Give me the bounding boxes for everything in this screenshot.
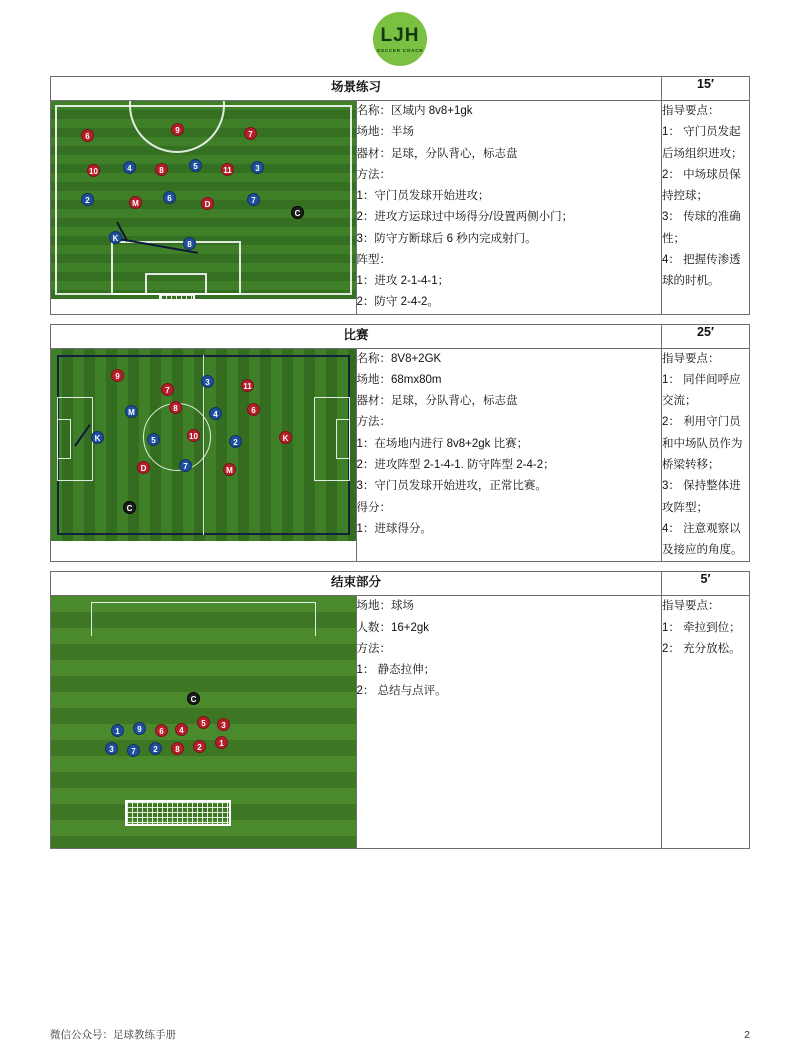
- detail-line: 3：守门员发球开始进攻，正常比赛。: [356, 480, 547, 493]
- player-token: 10: [87, 164, 100, 177]
- detail-line: 2：防守 2-4-2。: [356, 296, 439, 309]
- footer-note: 微信公众号：足球教练手册: [50, 1029, 176, 1041]
- player-token: K: [279, 431, 292, 444]
- player-token: M: [125, 405, 138, 418]
- coach-point: 2： 利用守门员和中场队员作为桥梁转移；: [662, 416, 743, 471]
- section-title: 场景练习: [51, 77, 662, 101]
- detail-line: 名称：8V8+2GK: [356, 352, 442, 365]
- detail-line: 器材：足球，分队背心，标志盘: [356, 395, 518, 408]
- section-details-end: [356, 596, 662, 849]
- coach-point: 1： 牵拉到位；: [662, 621, 741, 634]
- player-token: 6: [155, 724, 168, 737]
- player-token: C: [291, 206, 304, 219]
- pitch-diagram-scenario: [51, 101, 357, 315]
- coach-point: 1： 守门员发起后场组织进攻；: [662, 126, 743, 160]
- section-details-scenario: [356, 101, 662, 315]
- detail-line: 3：防守方断球后 6 秒内完成射门。: [356, 232, 537, 245]
- section-details-match: [356, 348, 662, 562]
- section-gap: [0, 562, 800, 571]
- player-token: 6: [163, 191, 176, 204]
- player-token: 5: [189, 159, 202, 172]
- detail-line: 场地：球场: [356, 600, 414, 613]
- coach-point: 2： 充分放松。: [662, 642, 741, 655]
- player-token: 7: [127, 744, 140, 757]
- detail-line: 方法：: [356, 168, 391, 181]
- player-token: K: [91, 431, 104, 444]
- section-body-row: [51, 348, 750, 562]
- section-header-row: [51, 324, 750, 348]
- detail-line: 方法：: [356, 642, 391, 655]
- coach-point: 3： 传球的准确性；: [662, 211, 741, 245]
- detail-line: 2：进攻方运球过中场得分/设置两侧小门；: [356, 211, 574, 224]
- player-token: 7: [161, 383, 174, 396]
- player-token: 4: [209, 407, 222, 420]
- pitch-diagram-end: [51, 596, 357, 849]
- section-duration: 25′: [662, 324, 750, 348]
- goal-area-right: [336, 419, 350, 459]
- section-body-row: [51, 596, 750, 849]
- player-token: 2: [149, 742, 162, 755]
- player-token: 4: [123, 161, 136, 174]
- goal-net: [159, 293, 195, 299]
- coach-point: 1： 同伴间呼应交流；: [662, 373, 741, 408]
- player-token: M: [223, 463, 236, 476]
- detail-line: 1：守门员发球开始进攻；: [356, 190, 490, 203]
- section-gap: [0, 315, 800, 324]
- player-token: M: [129, 196, 142, 209]
- goal-area-left: [57, 419, 71, 459]
- player-token: 7: [179, 459, 192, 472]
- detail-line: 2： 总结与点评。: [356, 685, 447, 698]
- coach-title: 指导要点：: [662, 600, 720, 613]
- far-penalty-area: [91, 602, 316, 636]
- coach-title: 指导要点：: [662, 352, 720, 365]
- pitch-graphic: [51, 596, 356, 848]
- player-token: 1: [111, 724, 124, 737]
- coach-point: 4： 把握传渗透球的时机。: [662, 253, 741, 288]
- player-token: 3: [251, 161, 264, 174]
- player-token: 9: [111, 369, 124, 382]
- page-footer: [50, 1027, 750, 1042]
- detail-line: 1：进攻 2-1-4-1；: [356, 275, 450, 288]
- detail-line: 方法：: [356, 416, 391, 429]
- player-token: C: [123, 501, 136, 514]
- pitch-graphic: [51, 349, 356, 541]
- player-token: 1: [215, 736, 228, 749]
- detail-line: 人数：16+2gk: [356, 621, 430, 634]
- player-token: 6: [247, 403, 260, 416]
- player-token: 8: [169, 401, 182, 414]
- player-token: 9: [133, 722, 146, 735]
- player-token: 11: [241, 379, 254, 392]
- coach-point: 4： 注意观察以及接应的角度。: [662, 522, 743, 557]
- logo-subtitle: SOCCER COACH: [376, 47, 424, 53]
- section-table-match: [50, 324, 750, 563]
- section-header-row: [51, 77, 750, 101]
- section-title: 结束部分: [51, 572, 662, 596]
- brand-logo: [0, 0, 800, 76]
- coach-title: 指导要点：: [662, 105, 720, 117]
- player-token: 5: [147, 433, 160, 446]
- section-duration: 5′: [662, 572, 750, 596]
- player-token: 8: [183, 237, 196, 250]
- player-token: 3: [201, 375, 214, 388]
- player-token: 10: [187, 429, 200, 442]
- player-token: D: [201, 197, 214, 210]
- coaching-points-end: [662, 596, 750, 849]
- section-title: 比赛: [51, 324, 662, 348]
- detail-line: 场地：68mx80m: [356, 373, 442, 386]
- detail-line: 场地：半场: [356, 126, 414, 139]
- coach-point: 2： 中场球员保持控球；: [662, 168, 741, 203]
- logo-text: LJH: [380, 24, 420, 46]
- player-token: 8: [155, 163, 168, 176]
- player-token: 3: [217, 718, 230, 731]
- coaching-points-scenario: [662, 101, 750, 315]
- section-table-scenario: [50, 76, 750, 315]
- goal-area: [145, 273, 207, 295]
- player-token: 2: [81, 193, 94, 206]
- section-header-row: [51, 572, 750, 596]
- detail-line: 得分：: [356, 501, 391, 514]
- player-token: K: [109, 231, 122, 244]
- section-body-row: [51, 101, 750, 315]
- player-token: 8: [171, 742, 184, 755]
- player-token: 5: [197, 716, 210, 729]
- player-token: 7: [244, 127, 257, 140]
- logo-circle: [373, 12, 427, 66]
- detail-line: 1：在场地内进行 8v8+2gk 比赛；: [356, 437, 529, 450]
- detail-line: 器材：足球，分队背心，标志盘: [356, 147, 518, 160]
- player-token: 4: [175, 723, 188, 736]
- detail-line: 1：进球得分。: [356, 522, 432, 535]
- player-token: 3: [105, 742, 118, 755]
- pitch-graphic: [51, 101, 356, 299]
- detail-line: 阵型：: [356, 253, 391, 266]
- player-token: 6: [81, 129, 94, 142]
- detail-line: 2：进攻阵型 2-1-4-1. 防守阵型 2-4-2；: [356, 458, 555, 471]
- page-number: 2: [744, 1028, 750, 1041]
- section-duration: 15′: [662, 77, 750, 101]
- player-token: 2: [193, 740, 206, 753]
- section-table-end: [50, 571, 750, 849]
- coach-point: 3： 保持整体进攻阵型；: [662, 480, 741, 514]
- player-token: 2: [229, 435, 242, 448]
- player-token: D: [137, 461, 150, 474]
- detail-line: 1： 静态拉伸；: [356, 664, 436, 677]
- player-token: C: [187, 692, 200, 705]
- player-token: 11: [221, 163, 234, 176]
- detail-line: 名称：区域内 8v8+1gk: [356, 105, 473, 117]
- coaching-points-match: [662, 348, 750, 562]
- goal-net: [125, 800, 231, 826]
- player-token: 7: [247, 193, 260, 206]
- pitch-diagram-match: [51, 348, 357, 562]
- player-token: 9: [171, 123, 184, 136]
